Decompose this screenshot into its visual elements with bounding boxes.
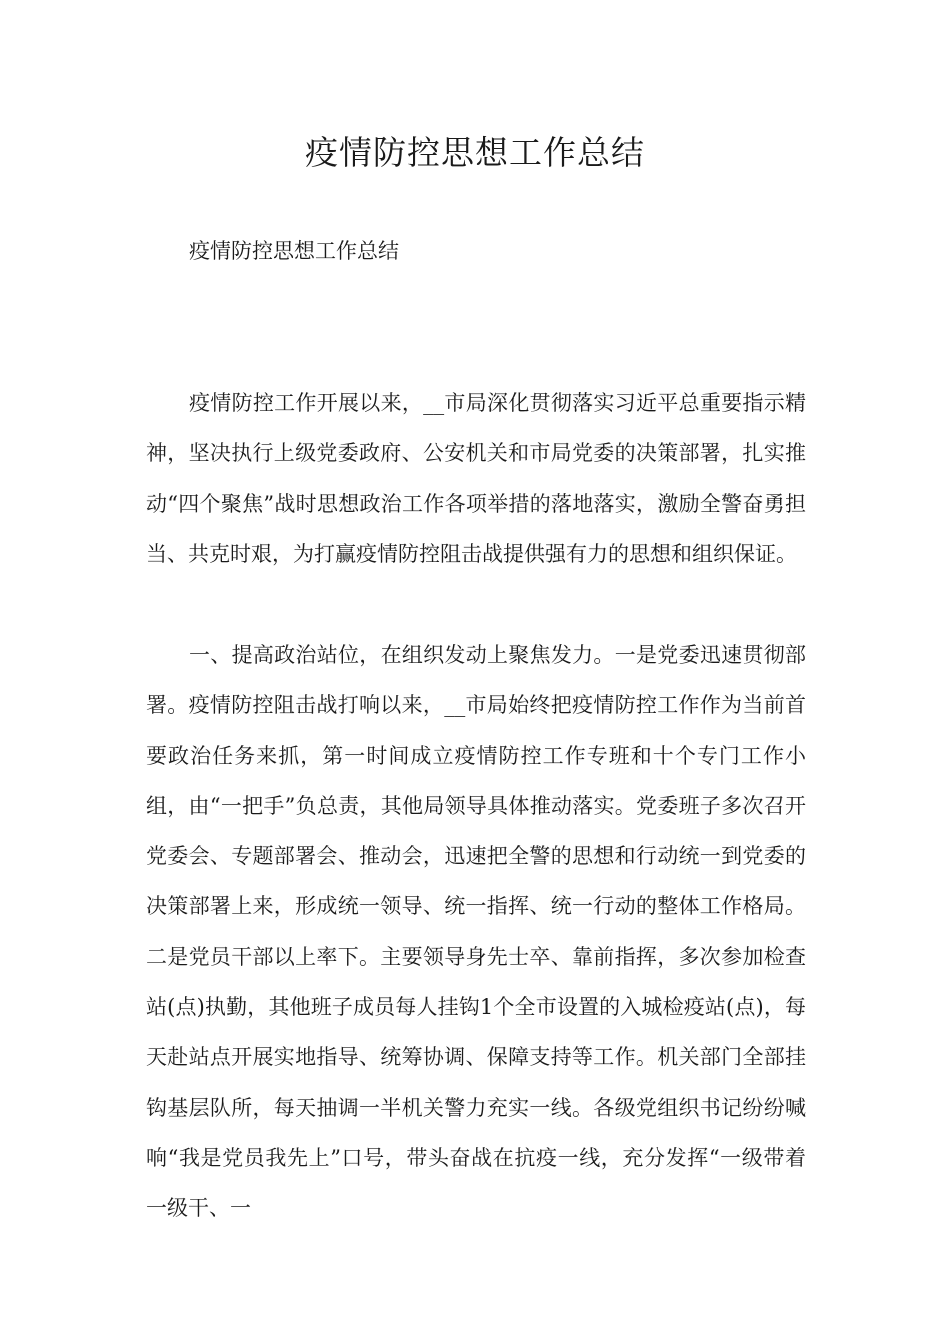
body-paragraph-1: 疫情防控工作开展以来，__市局深化贯彻落实习近平总重要指示精神，坚决执行上级党委政府、公安机关和市局党委的决策部署，扎实推动“四个聚焦”战时思想政治工作各项举措的落地落实，激励全警奋勇担当、共克时艰，为打赢疫情防控阻击战提供强有力的思想和组织保证。 — [146, 391, 806, 566]
document-subtitle: 疫情防控思想工作总结 — [189, 239, 399, 263]
document-title: 疫情防控思想工作总结 — [305, 133, 645, 172]
body-paragraph-2: 一、提高政治站位，在组织发动上聚焦发力。一是党委迅速贯彻部署。疫情防控阻击战打响以来，__市局始终把疫情防控工作作为当前首要政治任务来抓，第一时间成立疫情防控工作专班和十个专门工作小组，由“一把手”负总责，其他局领导具体推动落实。党委班子多次召开党委会、专题部署会、推动会，迅速把全警的思想和行动统一到党委的决策部署上来，形成统一领导、统一指挥、统一行动的整体工作格局。二是党员干部以上率下。主要领导身先士卒、靠前指挥，多次参加检查站(点)执勤，其他班子成员每人挂钩1个全市设置的入城检疫站(点)，每天赴站点开展实地指导、统筹协调、保障支持等工作。机关部门全部挂钩基层队所，每天抽调一半机关警力充实一线。各级党组织书记纷纷喊响“我是党员我先上”口号，带头奋战在抗疫一线，充分发挥“一级带着一级干、一 — [146, 643, 806, 1221]
